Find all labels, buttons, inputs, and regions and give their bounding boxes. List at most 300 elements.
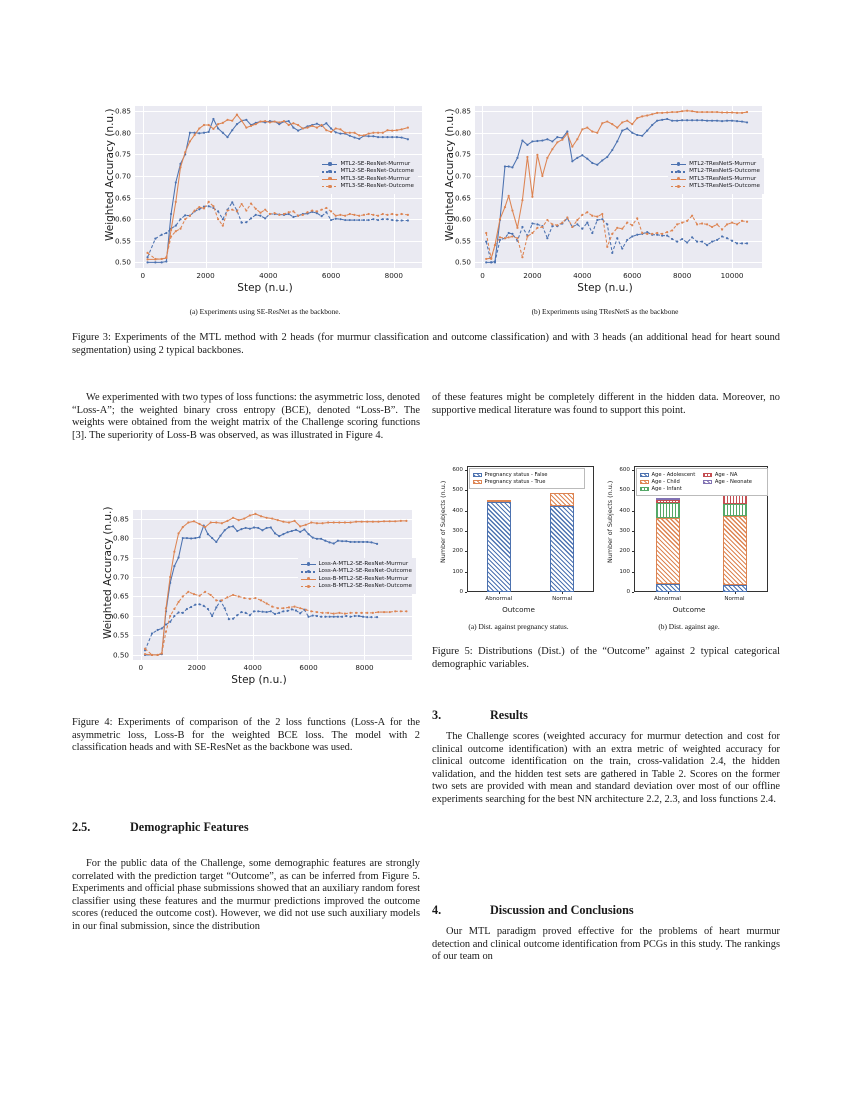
y-tick-mark xyxy=(632,551,634,552)
series-marker xyxy=(165,623,167,625)
series-marker xyxy=(278,214,280,216)
series-marker xyxy=(154,238,156,240)
series-marker xyxy=(282,533,284,535)
series-marker xyxy=(536,140,538,142)
series-marker xyxy=(736,112,738,114)
series-marker xyxy=(377,219,379,221)
series-marker xyxy=(521,226,523,228)
series-marker xyxy=(311,125,313,127)
bar-segment xyxy=(656,500,680,503)
series-marker xyxy=(631,235,633,237)
series-marker xyxy=(254,513,256,515)
series-marker xyxy=(266,611,268,613)
series-marker xyxy=(726,223,728,225)
series-marker xyxy=(526,144,528,146)
section-demographic-features xyxy=(72,820,420,843)
series-marker xyxy=(184,151,186,153)
series-marker xyxy=(203,132,205,134)
legend-item xyxy=(473,479,548,486)
series-marker xyxy=(330,210,332,212)
series-marker xyxy=(344,215,346,217)
series-marker xyxy=(249,598,251,600)
series-marker xyxy=(366,616,368,618)
series-marker xyxy=(243,597,245,599)
series-marker xyxy=(358,219,360,221)
x-tick-label: 10000 xyxy=(720,271,744,280)
series-marker xyxy=(361,521,363,523)
series-marker xyxy=(299,525,301,527)
series-marker xyxy=(696,119,698,121)
legend-swatch-icon xyxy=(301,576,316,583)
series-marker xyxy=(586,222,588,224)
series-marker xyxy=(372,132,374,134)
series-marker xyxy=(571,160,573,162)
series-marker xyxy=(325,211,327,213)
series-marker xyxy=(349,135,351,137)
series-marker xyxy=(266,527,268,529)
series-marker xyxy=(278,121,280,123)
figure-5-caption xyxy=(432,646,780,671)
series-marker xyxy=(407,214,409,216)
series-marker xyxy=(264,209,266,211)
series-marker xyxy=(354,615,356,617)
series-marker xyxy=(636,134,638,136)
y-axis-label: Weighted Accuracy (n.u.) xyxy=(444,108,456,241)
series-marker xyxy=(349,219,351,221)
series-marker xyxy=(494,261,496,263)
series-marker xyxy=(386,214,388,216)
series-marker xyxy=(236,114,238,116)
series-marker xyxy=(611,123,613,125)
y-tick-mark xyxy=(465,551,467,552)
series-marker xyxy=(316,615,318,617)
y-tick-label: 0.55 xyxy=(454,236,471,246)
y-tick-mark xyxy=(632,592,634,593)
series-marker xyxy=(344,132,346,134)
series-marker xyxy=(170,229,172,231)
series-marker xyxy=(591,130,593,132)
bar-segment xyxy=(723,585,747,592)
series-marker xyxy=(243,517,245,519)
series-marker xyxy=(179,228,181,230)
series-marker xyxy=(531,140,533,142)
figure-3a-subcaption xyxy=(120,307,410,316)
series-marker xyxy=(701,222,703,224)
series-marker xyxy=(504,165,506,167)
series-marker xyxy=(283,120,285,122)
series-marker xyxy=(198,536,200,538)
series-marker xyxy=(711,120,713,122)
series-marker xyxy=(377,136,379,138)
x-tick-label: 2000 xyxy=(523,271,542,280)
series-marker xyxy=(631,123,633,125)
series-marker xyxy=(372,214,374,216)
y-tick-label: 0.50 xyxy=(112,650,129,660)
series-marker xyxy=(521,139,523,141)
series-marker xyxy=(508,195,510,197)
series-marker xyxy=(636,117,638,119)
series-marker xyxy=(198,595,200,597)
legend-item xyxy=(322,183,414,190)
series-marker xyxy=(546,157,548,159)
legend-item xyxy=(301,561,413,568)
series-marker xyxy=(361,612,363,614)
series-marker xyxy=(691,236,693,238)
series-marker xyxy=(726,237,728,239)
series-marker xyxy=(177,532,179,534)
series-marker xyxy=(341,540,343,542)
series-marker xyxy=(250,125,252,127)
bar-segment xyxy=(550,493,574,506)
chart-legend xyxy=(668,158,764,194)
series-marker xyxy=(355,612,357,614)
series-marker xyxy=(193,520,195,522)
series-marker xyxy=(240,611,242,613)
section-number: 2.5. xyxy=(72,820,91,834)
legend-label: MTL2-TResNetS-Outcome xyxy=(689,168,760,175)
x-tick-label: 0 xyxy=(138,663,144,672)
legend-item xyxy=(640,479,695,486)
legend-label: Age - NA xyxy=(714,471,738,478)
series-marker xyxy=(526,156,528,158)
series-marker xyxy=(611,252,613,254)
series-marker xyxy=(184,214,186,216)
series-marker xyxy=(245,612,247,614)
series-marker xyxy=(232,525,234,527)
series-marker xyxy=(383,520,385,522)
series-marker xyxy=(576,138,578,140)
series-marker xyxy=(259,212,261,214)
subcaption-text: (b) Dist. against age. xyxy=(658,622,720,631)
series-marker xyxy=(382,132,384,134)
series-marker xyxy=(190,537,192,539)
series-marker xyxy=(368,133,370,135)
series-marker xyxy=(344,521,346,523)
series-marker xyxy=(219,535,221,537)
series-marker xyxy=(226,209,228,211)
figure-3b-chart xyxy=(440,96,770,306)
y-tick-label: 0.70 xyxy=(114,171,131,181)
legend-item xyxy=(322,168,414,175)
series-marker xyxy=(391,130,393,132)
legend-swatch-icon xyxy=(671,168,686,175)
series-marker xyxy=(333,521,335,523)
series-marker xyxy=(546,138,548,140)
series-marker xyxy=(362,616,364,618)
legend-column xyxy=(703,472,752,493)
series-marker xyxy=(278,612,280,614)
series-marker xyxy=(328,616,330,618)
series-marker xyxy=(701,119,703,121)
series-marker xyxy=(215,521,217,523)
series-marker xyxy=(372,521,374,523)
series-marker xyxy=(611,233,613,235)
series-marker xyxy=(282,521,284,523)
series-marker xyxy=(307,533,309,535)
series-marker xyxy=(571,146,573,148)
y-tick-label: 500 xyxy=(619,487,630,494)
series-marker xyxy=(391,136,393,138)
chart-legend xyxy=(469,468,585,489)
series-marker xyxy=(249,528,251,530)
legend-swatch-icon xyxy=(640,473,649,478)
series-marker xyxy=(204,591,206,593)
series-marker xyxy=(204,526,206,528)
series-marker xyxy=(345,615,347,617)
line-chart-fig3a xyxy=(100,96,430,306)
series-marker xyxy=(193,593,195,595)
series-marker xyxy=(146,256,148,258)
series-marker xyxy=(706,120,708,122)
series-marker xyxy=(511,209,513,211)
series-marker xyxy=(345,540,347,542)
y-tick-label: 0.65 xyxy=(112,591,129,601)
legend-item xyxy=(671,168,760,175)
y-tick-label: 0.80 xyxy=(454,128,471,138)
series-marker xyxy=(249,514,251,516)
y-axis-label: Number of Subjects (n.u.) xyxy=(439,480,447,563)
series-marker xyxy=(297,215,299,217)
series-marker xyxy=(516,227,518,229)
right-column-top xyxy=(432,392,780,424)
series-marker xyxy=(494,244,496,246)
series-marker xyxy=(316,127,318,129)
series-marker xyxy=(596,164,598,166)
series-marker xyxy=(236,530,238,532)
x-tick-label: 4000 xyxy=(243,663,262,672)
series-marker xyxy=(321,215,323,217)
series-marker xyxy=(270,610,272,612)
series-marker xyxy=(203,207,205,209)
legend-swatch-icon xyxy=(671,183,686,190)
y-tick-label: 0 xyxy=(459,589,463,595)
series-marker xyxy=(731,120,733,122)
x-tick-label: 8000 xyxy=(672,271,692,280)
series-marker xyxy=(721,120,723,122)
section-heading xyxy=(432,903,780,918)
series-marker xyxy=(741,120,743,122)
figure-3a-chart xyxy=(100,96,430,306)
series-marker xyxy=(292,127,294,129)
series-marker xyxy=(212,128,214,130)
y-tick-label: 0.60 xyxy=(112,611,129,621)
series-marker xyxy=(144,653,146,655)
legend-swatch-icon xyxy=(703,480,712,485)
bar-segment xyxy=(487,502,511,592)
series-marker xyxy=(400,610,402,612)
series-marker xyxy=(636,234,638,236)
series-marker xyxy=(292,210,294,212)
series-marker xyxy=(576,157,578,159)
series-marker xyxy=(661,233,663,235)
series-marker xyxy=(288,521,290,523)
series-marker xyxy=(335,215,337,217)
series-marker xyxy=(215,599,217,601)
series-marker xyxy=(321,522,323,524)
series-marker xyxy=(333,616,335,618)
series-marker xyxy=(353,219,355,221)
series-marker xyxy=(316,210,318,212)
section-results xyxy=(432,708,780,814)
series-marker xyxy=(541,139,543,141)
series-marker xyxy=(368,135,370,137)
legend-swatch-icon xyxy=(322,176,337,183)
series-marker xyxy=(271,606,273,608)
paragraph-results: The Challenge scores (weighted accuracy for murmur detection and cost for clinical outcome identification) with an extra metric of weighted accuracy for clinical outcome identification on the train, cross-validation 2.4, the hidden validation, and the hidden test sets are gathered in Table 2. Scores on the former two sets are provided with mean and standard deviation over most of our offline experiments searching for the best NN architecture 2.2, 2.3, and loss functions 2.4. xyxy=(432,731,780,805)
series-marker xyxy=(556,141,558,143)
series-marker xyxy=(407,127,409,129)
series-marker xyxy=(499,239,501,241)
series-marker xyxy=(666,235,668,237)
series-marker xyxy=(656,120,658,122)
x-tick-label: Abnormal xyxy=(485,596,513,602)
series-marker xyxy=(521,256,523,258)
series-marker xyxy=(238,519,240,521)
section-title: Demographic Features xyxy=(130,820,249,834)
series-marker xyxy=(161,258,163,260)
series-marker xyxy=(696,241,698,243)
series-marker xyxy=(302,214,304,216)
bar-segment xyxy=(723,504,747,516)
series-marker xyxy=(217,123,219,125)
series-marker xyxy=(287,531,289,533)
y-tick-label: 0.55 xyxy=(114,236,131,246)
series-marker xyxy=(250,217,252,219)
series-marker xyxy=(591,232,593,234)
series-marker xyxy=(274,613,276,615)
series-marker xyxy=(616,227,618,229)
series-marker xyxy=(716,239,718,241)
section-title: Discussion and Conclusions xyxy=(490,903,634,917)
series-marker xyxy=(245,221,247,223)
series-marker xyxy=(376,543,378,545)
series-marker xyxy=(177,611,179,613)
series-marker xyxy=(556,224,558,226)
series-marker xyxy=(736,223,738,225)
y-tick-label: 300 xyxy=(619,528,630,535)
series-marker xyxy=(516,237,518,239)
series-marker xyxy=(177,556,179,558)
left-column-top xyxy=(72,392,420,449)
series-marker xyxy=(297,130,299,132)
series-marker xyxy=(211,537,213,539)
series-marker xyxy=(691,110,693,112)
x-tick-label: 0 xyxy=(140,271,146,280)
chart-legend xyxy=(298,558,417,594)
series-marker xyxy=(651,124,653,126)
series-marker xyxy=(581,228,583,230)
series-marker xyxy=(377,611,379,613)
series-marker xyxy=(299,531,301,533)
series-marker xyxy=(596,132,598,134)
bar-segment xyxy=(487,500,511,502)
x-tick-mark xyxy=(562,592,563,594)
series-marker xyxy=(339,218,341,220)
bar-chart-fig5a xyxy=(437,458,600,618)
x-tick-label: 6000 xyxy=(623,271,642,280)
bar-segment xyxy=(656,584,680,592)
legend-item xyxy=(703,479,752,486)
series-marker xyxy=(161,627,163,629)
series-marker xyxy=(255,123,257,125)
series-marker xyxy=(511,235,513,237)
series-marker xyxy=(616,140,618,142)
series-marker xyxy=(541,226,543,228)
series-marker xyxy=(636,217,638,219)
legend-swatch-icon xyxy=(671,176,686,183)
series-marker xyxy=(349,612,351,614)
series-marker xyxy=(212,118,214,120)
series-marker xyxy=(656,232,658,234)
section-discussion xyxy=(432,903,780,971)
series-marker xyxy=(175,230,177,232)
series-marker xyxy=(274,532,276,534)
series-marker xyxy=(531,222,533,224)
series-marker xyxy=(671,238,673,240)
series-marker xyxy=(231,209,233,211)
legend-label: Loss-B-MTL2-SE-ResNet-Murmur xyxy=(318,575,409,582)
series-marker xyxy=(222,122,224,124)
legend-swatch-icon xyxy=(301,583,316,590)
series-marker xyxy=(194,134,196,136)
series-marker xyxy=(716,223,718,225)
series-marker xyxy=(596,219,598,221)
series-marker xyxy=(293,606,295,608)
legend-swatch-icon xyxy=(301,561,316,568)
series-marker xyxy=(325,207,327,209)
series-marker xyxy=(621,247,623,249)
series-marker xyxy=(273,212,275,214)
series-marker xyxy=(377,521,379,523)
section-heading xyxy=(432,708,780,723)
line-chart-fig4 xyxy=(98,500,420,696)
series-marker xyxy=(210,594,212,596)
y-tick-label: 100 xyxy=(619,568,630,575)
y-tick-mark xyxy=(465,470,467,471)
series-marker xyxy=(165,630,167,632)
series-marker xyxy=(292,122,294,124)
series-marker xyxy=(646,114,648,116)
series-marker xyxy=(731,222,733,224)
series-marker xyxy=(646,130,648,132)
series-marker xyxy=(405,520,407,522)
legend-item xyxy=(671,183,760,190)
stacked-bar xyxy=(723,494,747,592)
x-axis-label: Outcome xyxy=(502,605,535,614)
series-marker xyxy=(504,206,506,208)
series-marker xyxy=(208,131,210,133)
series-marker xyxy=(362,541,364,543)
series-marker xyxy=(686,241,688,243)
series-marker xyxy=(401,136,403,138)
series-marker xyxy=(556,136,558,138)
legend-item xyxy=(640,472,695,479)
series-marker xyxy=(606,120,608,122)
series-marker xyxy=(383,611,385,613)
bar-segment xyxy=(656,498,680,500)
series-marker xyxy=(179,218,181,220)
section-number: 3. xyxy=(432,708,442,722)
legend-swatch-icon xyxy=(640,480,649,485)
series-marker xyxy=(344,613,346,615)
legend-swatch-icon xyxy=(473,480,482,485)
line-chart-fig3b xyxy=(440,96,770,306)
paragraph-loss-functions: We experimented with two types of loss functions: the asymmetric loss, denoted “Loss-A”; the weighted binary cross entropy (BCE), denoted “Loss-B”. The weights were obtained from the weight matrix of the Challenge scoring functions [3]. The superiority of Loss-B was observed, as was illustrated in Figure 4. xyxy=(72,392,420,441)
series-marker xyxy=(186,537,188,539)
series-marker xyxy=(686,220,688,222)
series-marker xyxy=(215,541,217,543)
series-marker xyxy=(400,520,402,522)
